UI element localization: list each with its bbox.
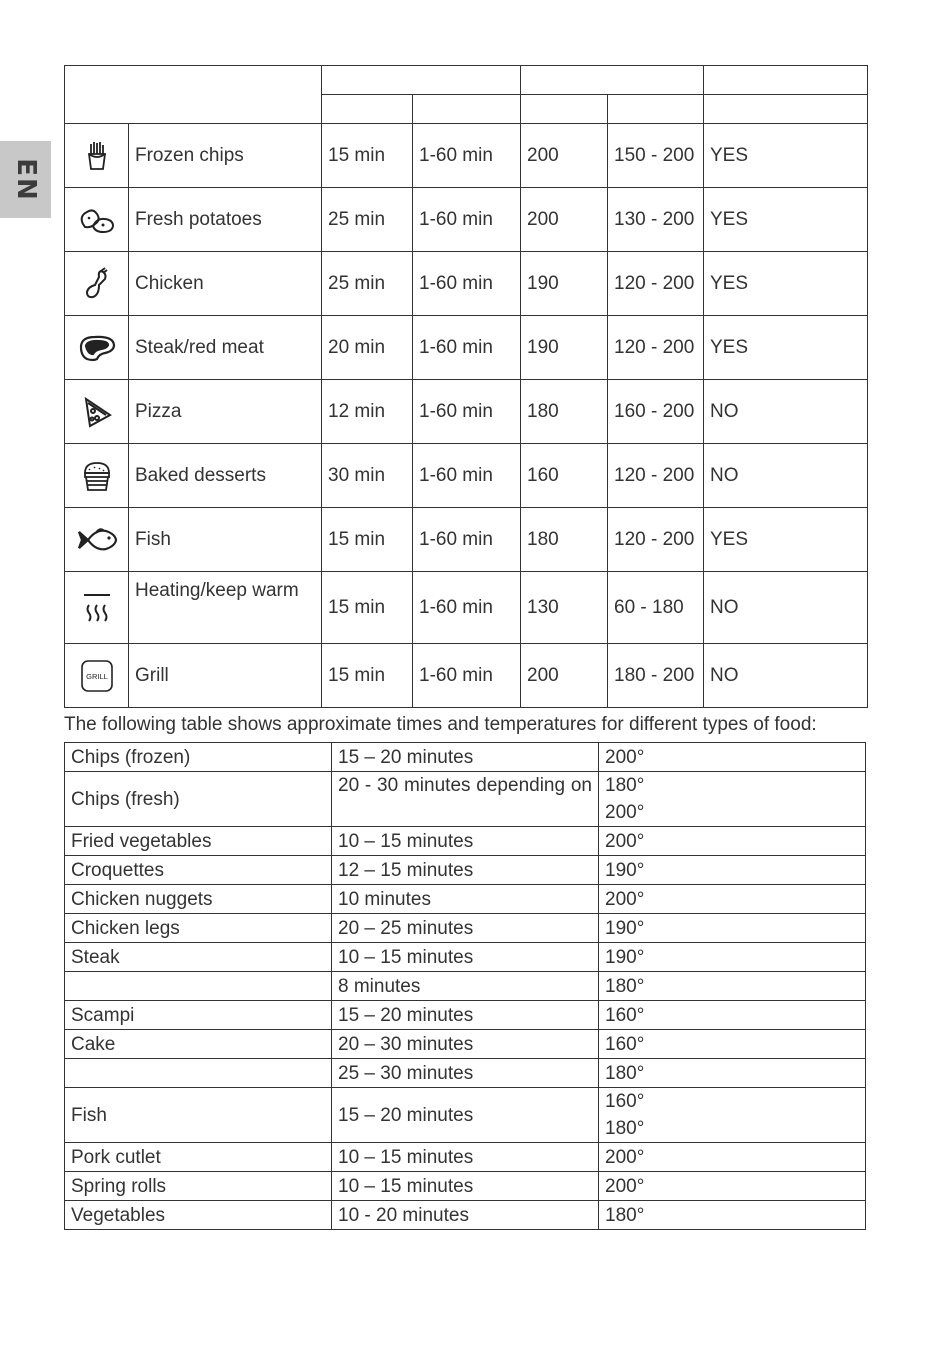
time-cell: 20 - 30 minutes depending on (332, 772, 599, 827)
food-cell: Fish (65, 1088, 332, 1143)
header-sub-cell (521, 95, 608, 124)
time-cell: 8 minutes (332, 972, 599, 1001)
time-cell: 20 – 25 minutes (332, 914, 599, 943)
temp-range: 120 - 200 (608, 508, 704, 572)
table-row (65, 943, 866, 972)
mode-name: Grill (129, 644, 322, 708)
language-tab-label: EN (10, 157, 41, 202)
table-row (65, 1059, 866, 1088)
table-row (65, 914, 866, 943)
temp-cell: 200° (599, 827, 866, 856)
cooking-guide-table (64, 742, 866, 1230)
temp-cell: 180° (599, 1059, 866, 1088)
shake-flag: NO (704, 572, 868, 644)
default-temp: 180 (521, 380, 608, 444)
temp-range: 150 - 200 (608, 124, 704, 188)
mode-name: Baked desserts (129, 444, 322, 508)
default-temp: 190 (521, 252, 608, 316)
table-row (65, 972, 866, 1001)
default-time: 15 min (322, 644, 413, 708)
temp-cell (599, 772, 866, 827)
header-sub-cell (608, 95, 704, 124)
table-row (65, 188, 868, 252)
table-row (65, 827, 866, 856)
default-temp: 160 (521, 444, 608, 508)
time-cell: 10 minutes (332, 885, 599, 914)
header-sub-cell (413, 95, 521, 124)
temp-cell: 190° (599, 914, 866, 943)
grill-icon-text: GRILL (85, 671, 108, 681)
temp-cell: 190° (599, 856, 866, 885)
header-blank-cell (65, 66, 322, 124)
temp-value: 160° (605, 1091, 645, 1112)
header-time-group (322, 66, 521, 95)
time-range: 1-60 min (413, 380, 521, 444)
time-range: 1-60 min (413, 444, 521, 508)
temp-cell (599, 1088, 866, 1143)
table-row (65, 252, 868, 316)
shake-flag: YES (704, 124, 868, 188)
table-row (65, 124, 868, 188)
food-cell: Chips (frozen) (65, 743, 332, 772)
temp-range: 60 - 180 (608, 572, 704, 644)
temp-cell: 160° (599, 1030, 866, 1059)
temp-cell: 200° (599, 1172, 866, 1201)
pizza-icon (65, 380, 129, 444)
temp-cell: 180° (599, 1201, 866, 1230)
time-range: 1-60 min (413, 124, 521, 188)
shake-flag: NO (704, 380, 868, 444)
default-time: 25 min (322, 252, 413, 316)
food-cell: Chicken nuggets (65, 885, 332, 914)
table-row (65, 1088, 866, 1143)
heat-waves-icon (65, 572, 129, 644)
time-cell: 25 – 30 minutes (332, 1059, 599, 1088)
header-sub-cell (322, 95, 413, 124)
table-row (65, 316, 868, 380)
time-range: 1-60 min (413, 252, 521, 316)
time-range: 1-60 min (413, 644, 521, 708)
default-temp: 200 (521, 644, 608, 708)
mode-name: Fish (129, 508, 322, 572)
temp-cell: 200° (599, 1143, 866, 1172)
mode-name: Pizza (129, 380, 322, 444)
time-cell: 15 – 20 minutes (332, 1001, 599, 1030)
default-time: 20 min (322, 316, 413, 380)
shake-flag: NO (704, 444, 868, 508)
steak-icon (65, 316, 129, 380)
temp-value: 180° (605, 775, 645, 796)
default-temp: 180 (521, 508, 608, 572)
header-temp-group (521, 66, 704, 95)
temp-cell: 180° (599, 972, 866, 1001)
table-row (65, 856, 866, 885)
default-time: 15 min (322, 124, 413, 188)
shake-flag: YES (704, 316, 868, 380)
table-row (65, 772, 866, 827)
time-cell: 10 – 15 minutes (332, 827, 599, 856)
time-cell: 10 - 20 minutes (332, 1201, 599, 1230)
table-row (65, 743, 866, 772)
table-row (65, 572, 868, 644)
default-time: 25 min (322, 188, 413, 252)
fish-icon (65, 508, 129, 572)
default-time: 12 min (322, 380, 413, 444)
temp-range: 120 - 200 (608, 316, 704, 380)
table-row (65, 1143, 866, 1172)
temp-cell: 190° (599, 943, 866, 972)
mode-name: Frozen chips (129, 124, 322, 188)
temp-cell: 200° (599, 743, 866, 772)
time-cell: 20 – 30 minutes (332, 1030, 599, 1059)
default-temp: 200 (521, 124, 608, 188)
temp-cell: 160° (599, 1001, 866, 1030)
time-range: 1-60 min (413, 188, 521, 252)
time-range: 1-60 min (413, 316, 521, 380)
table-row (65, 1201, 866, 1230)
grill-icon (65, 644, 129, 708)
time-range: 1-60 min (413, 508, 521, 572)
food-cell: Vegetables (65, 1201, 332, 1230)
table-row (65, 1001, 866, 1030)
default-time: 30 min (322, 444, 413, 508)
temp-range: 130 - 200 (608, 188, 704, 252)
temp-range: 120 - 200 (608, 252, 704, 316)
temp-range: 120 - 200 (608, 444, 704, 508)
food-cell: Spring rolls (65, 1172, 332, 1201)
default-temp: 190 (521, 316, 608, 380)
default-time: 15 min (322, 572, 413, 644)
temp-cell: 200° (599, 885, 866, 914)
default-time: 15 min (322, 508, 413, 572)
intro-text: The following table shows approximate times and temperatures for different types of food: (64, 714, 817, 735)
default-temp: 200 (521, 188, 608, 252)
food-cell: Fried vegetables (65, 827, 332, 856)
time-cell: 15 – 20 minutes (332, 743, 599, 772)
food-cell: Steak (65, 943, 332, 972)
table-row (65, 444, 868, 508)
mode-name: Heating/keep warm (129, 572, 322, 644)
shake-flag: YES (704, 508, 868, 572)
temp-value: 180° (605, 1118, 645, 1139)
time-cell: 12 – 15 minutes (332, 856, 599, 885)
temp-range: 180 - 200 (608, 644, 704, 708)
mode-name: Steak/red meat (129, 316, 322, 380)
food-cell (65, 1059, 332, 1088)
time-range: 1-60 min (413, 572, 521, 644)
language-tab (0, 141, 51, 218)
header-row-1 (65, 66, 868, 95)
table-row (65, 1030, 866, 1059)
time-cell: 10 – 15 minutes (332, 1172, 599, 1201)
shake-flag: YES (704, 188, 868, 252)
chicken-leg-icon (65, 252, 129, 316)
food-cell: Cake (65, 1030, 332, 1059)
cooking-modes-table (64, 65, 868, 708)
shake-flag: NO (704, 644, 868, 708)
temp-value: 200° (605, 802, 645, 823)
table-row (65, 644, 868, 708)
table-row (65, 508, 868, 572)
time-cell: 10 – 15 minutes (332, 1143, 599, 1172)
food-cell: Croquettes (65, 856, 332, 885)
mode-name: Fresh potatoes (129, 188, 322, 252)
shake-flag: YES (704, 252, 868, 316)
food-cell: Pork cutlet (65, 1143, 332, 1172)
food-cell: Scampi (65, 1001, 332, 1030)
default-temp: 130 (521, 572, 608, 644)
cupcake-icon (65, 444, 129, 508)
food-cell (65, 972, 332, 1001)
header-shake-cell (704, 66, 868, 95)
potatoes-icon (65, 188, 129, 252)
header-sub-cell (704, 95, 868, 124)
time-cell: 10 – 15 minutes (332, 943, 599, 972)
food-cell: Chicken legs (65, 914, 332, 943)
temp-range: 160 - 200 (608, 380, 704, 444)
fries-icon (65, 124, 129, 188)
time-cell: 15 – 20 minutes (332, 1088, 599, 1143)
table-row (65, 1172, 866, 1201)
mode-name: Chicken (129, 252, 322, 316)
table-row (65, 380, 868, 444)
table-row (65, 885, 866, 914)
food-cell: Chips (fresh) (65, 772, 332, 827)
